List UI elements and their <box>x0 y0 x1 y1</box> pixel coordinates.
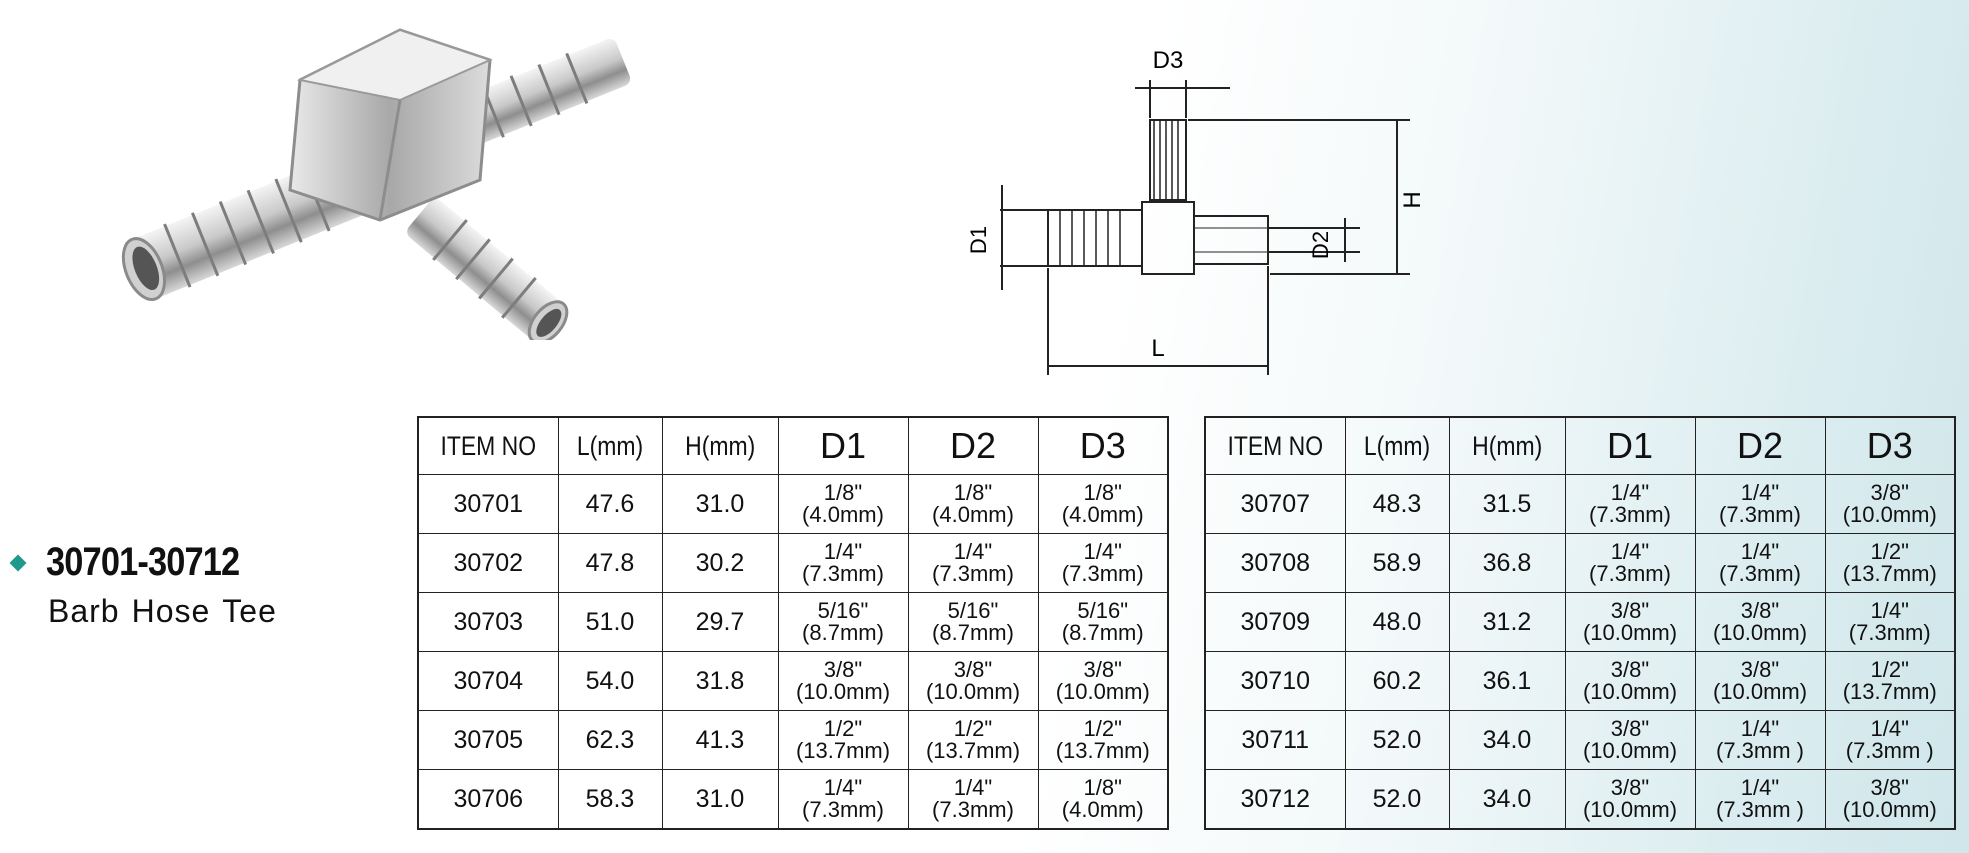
product-title-block <box>12 540 289 630</box>
col-item-no: ITEM NO <box>418 417 558 475</box>
table-row: 30709 48.0 31.2 3/8" (10.0mm) 3/8" (10.0mm) 1/4" (7.3mm) <box>1205 593 1955 652</box>
diamond-bullet-icon <box>10 554 27 571</box>
col-d2: D2 <box>908 417 1038 475</box>
product-name: Barb Hose Tee <box>48 593 277 629</box>
table-row: 30701 47.6 31.0 1/8" (4.0mm) 1/8" (4.0mm) 1/8" (4.0mm) <box>418 475 1168 534</box>
col-item-no: ITEM NO <box>1205 417 1345 475</box>
col-d1: D1 <box>1565 417 1695 475</box>
col-d2: D2 <box>1695 417 1825 475</box>
table-row: 30706 58.3 31.0 1/4" (7.3mm) 1/4" (7.3mm) 1/8" (4.0mm) <box>418 770 1168 830</box>
table-row: 30705 62.3 41.3 1/2" (13.7mm) 1/2" (13.7mm) 1/2" (13.7mm) <box>418 711 1168 770</box>
col-h: H(mm) <box>1449 417 1565 475</box>
table-row: 30704 54.0 31.8 3/8" (10.0mm) 3/8" (10.0mm) 3/8" (10.0mm) <box>418 652 1168 711</box>
label-d2: D2 <box>1308 230 1333 260</box>
table-header <box>418 417 1168 475</box>
spec-table-right <box>1204 416 1956 830</box>
col-l: L(mm) <box>558 417 662 475</box>
table-row: 30711 52.0 34.0 3/8" (10.0mm) 1/4" (7.3mm ) 1/4" (7.3mm ) <box>1205 711 1955 770</box>
label-h: H <box>1399 191 1426 209</box>
technical-drawing <box>960 40 1480 380</box>
col-d3: D3 <box>1825 417 1955 475</box>
col-h: H(mm) <box>662 417 778 475</box>
table-row: 30707 48.3 31.5 1/4" (7.3mm) 1/4" (7.3mm) 3/8" (10.0mm) <box>1205 475 1955 534</box>
col-l: L(mm) <box>1345 417 1449 475</box>
table-row: 30702 47.8 30.2 1/4" (7.3mm) 1/4" (7.3mm) 1/4" (7.3mm) <box>418 534 1168 593</box>
table-row: 30703 51.0 29.7 5/16" (8.7mm) 5/16" (8.7mm) 5/16" (8.7mm) <box>418 593 1168 652</box>
label-l: L <box>1151 335 1165 362</box>
table-row: 30712 52.0 34.0 3/8" (10.0mm) 1/4" (7.3mm ) 3/8" (10.0mm) <box>1205 770 1955 830</box>
col-d1: D1 <box>778 417 908 475</box>
label-d3: D3 <box>1152 47 1184 74</box>
spec-table-left <box>417 416 1169 830</box>
table-header <box>1205 417 1955 475</box>
product-photo <box>110 20 640 340</box>
col-d3: D3 <box>1038 417 1168 475</box>
table-row: 30710 60.2 36.1 3/8" (10.0mm) 3/8" (10.0mm) 1/2" (13.7mm) <box>1205 652 1955 711</box>
table-row: 30708 58.9 36.8 1/4" (7.3mm) 1/4" (7.3mm) 1/2" (13.7mm) <box>1205 534 1955 593</box>
model-range: 30701-30712 <box>46 540 240 584</box>
label-d1: D1 <box>966 225 991 255</box>
